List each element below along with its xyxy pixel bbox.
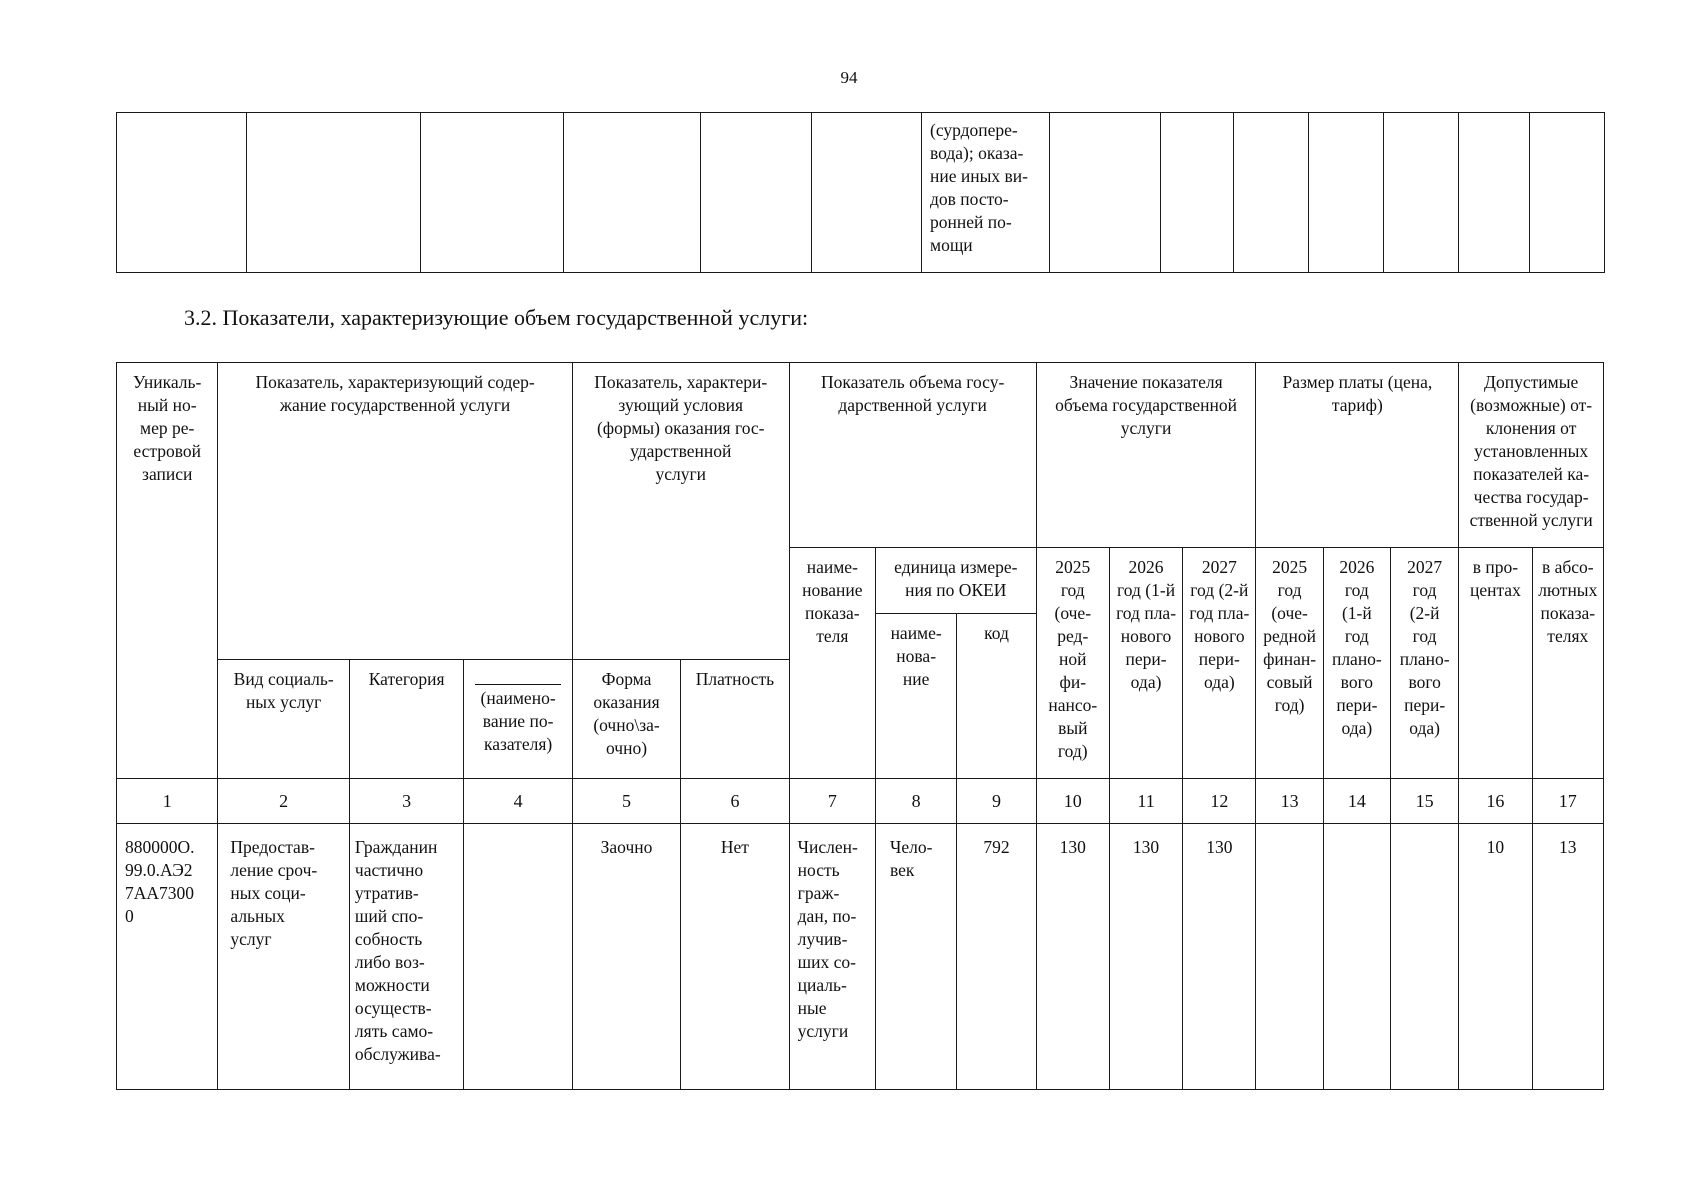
cell-payment: Нет (681, 824, 789, 1090)
column-number: 13 (1256, 779, 1323, 824)
continuation-cell (1384, 113, 1459, 273)
column-number: 7 (789, 779, 875, 824)
header-fee-group: Размер платы (цена, тариф) (1256, 363, 1459, 548)
header-deviation-percent: в про- центах (1459, 548, 1532, 779)
header-unique-number: Уникаль- ный но- мер ре- естровой записи (117, 363, 218, 779)
cell-naming (464, 824, 572, 1090)
section-heading: 3.2. Показатели, характеризующие объем государственной услуги: (184, 305, 809, 330)
header-deviation-absolute: в абсо- лютных показа- телях (1532, 548, 1603, 779)
continuation-cell (117, 113, 247, 273)
column-number: 12 (1183, 779, 1256, 824)
column-number: 15 (1391, 779, 1459, 824)
continuation-cell (247, 113, 421, 273)
continuation-cell (1234, 113, 1309, 273)
continuation-cell (812, 113, 922, 273)
header-value-2027: 2027 год (2-й год пла- нового пери- ода) (1183, 548, 1256, 779)
continuation-cell (1459, 113, 1530, 273)
header-fee-2026: 2026 год (1-й год плано- вого пери- ода) (1323, 548, 1390, 779)
column-number: 5 (572, 779, 680, 824)
column-number: 2 (218, 779, 350, 824)
cell-fee-2026 (1323, 824, 1390, 1090)
header-payment: Платность (681, 660, 789, 779)
header-fee-2025: 2025 год (оче- редной финан- совый год) (1256, 548, 1323, 779)
cell-form: Заочно (572, 824, 680, 1090)
header-value-2025: 2025 год (оче- ред- ной фи- нансо- вый год) (1036, 548, 1109, 779)
header-social-services-type: Вид социаль- ных услуг (218, 660, 350, 779)
continuation-cell (564, 113, 701, 273)
cell-fee-2025 (1256, 824, 1323, 1090)
continuation-text-cell: (сурдопере- вода); оказа- ние иных ви- дов посто- ронней по- мощи (922, 113, 1050, 273)
column-number: 3 (349, 779, 463, 824)
continuation-cell (701, 113, 812, 273)
cell-value-2026: 130 (1109, 824, 1182, 1090)
continuation-cell (1309, 113, 1384, 273)
continuation-table (116, 112, 1605, 273)
column-number: 14 (1323, 779, 1390, 824)
column-number: 1 (117, 779, 218, 824)
cell-value-2027: 130 (1183, 824, 1256, 1090)
column-number: 9 (957, 779, 1036, 824)
header-category: Категория (349, 660, 463, 779)
column-number: 8 (876, 779, 957, 824)
continuation-cell (1050, 113, 1161, 273)
column-number: 11 (1109, 779, 1182, 824)
cell-deviation-absolute: 13 (1532, 824, 1603, 1090)
header-value-2026: 2026 год (1-й год пла- нового пери- ода) (1109, 548, 1182, 779)
header-indicator-name: наиме- нование показа- теля (789, 548, 875, 779)
header-okei-code: код (957, 614, 1036, 779)
cell-deviation-percent: 10 (1459, 824, 1532, 1090)
cell-unique-number: 880000О. 99.0.АЭ2 7АА7300 0 (117, 824, 218, 1090)
header-deviation-group: Допустимые (возможные) от- клонения от установленных показателей ка- чества государ- ственной услуги (1459, 363, 1604, 548)
cell-category: Гражданин частично утратив- ший спо- собность либо воз- можности осуществ- лять само- обслужива- (349, 824, 463, 1090)
column-number: 4 (464, 779, 572, 824)
header-okei-unit: единица измере- ния по ОКЕИ (876, 548, 1037, 614)
header-content-group: Показатель, характеризующий содер- жание государственной услуги (218, 363, 572, 660)
cell-value-2025: 130 (1036, 824, 1109, 1090)
column-number: 17 (1532, 779, 1603, 824)
cell-fee-2027 (1391, 824, 1459, 1090)
continuation-cell (1161, 113, 1234, 273)
column-number: 10 (1036, 779, 1109, 824)
header-conditions-group: Показатель, характери- зующий условия (формы) оказания гос- ударственной услуги (572, 363, 789, 660)
continuation-cell (1530, 113, 1605, 273)
header-naming-indicator-cell (464, 660, 572, 779)
cell-service-type: Предостав- ление сроч- ных соци- альных услуг (218, 824, 350, 1090)
header-okei-name: наиме- нова- ние (876, 614, 957, 779)
header-form: Форма оказания (очно\за- очно) (572, 660, 680, 779)
column-number-row (117, 779, 1604, 824)
page-number: 94 (840, 68, 858, 87)
column-number: 6 (681, 779, 789, 824)
header-volume-group: Показатель объема госу- дарственной услуги (789, 363, 1036, 548)
continuation-cell (421, 113, 564, 273)
header-value-group: Значение показателя объема государственной услуги (1036, 363, 1256, 548)
volume-indicators-table (116, 362, 1604, 1090)
cell-indicator: Числен- ность граж- дан, по- лучив- ших со- циаль- ные услуги (789, 824, 875, 1090)
header-naming-indicator: (наимено- вание по- казателя) (480, 688, 556, 754)
cell-unit-code: 792 (957, 824, 1036, 1090)
table-row (117, 824, 1604, 1090)
cell-unit-name: Чело- век (876, 824, 957, 1090)
column-number: 16 (1459, 779, 1532, 824)
header-fee-2027: 2027 год (2-й год плано- вого пери- ода) (1391, 548, 1459, 779)
